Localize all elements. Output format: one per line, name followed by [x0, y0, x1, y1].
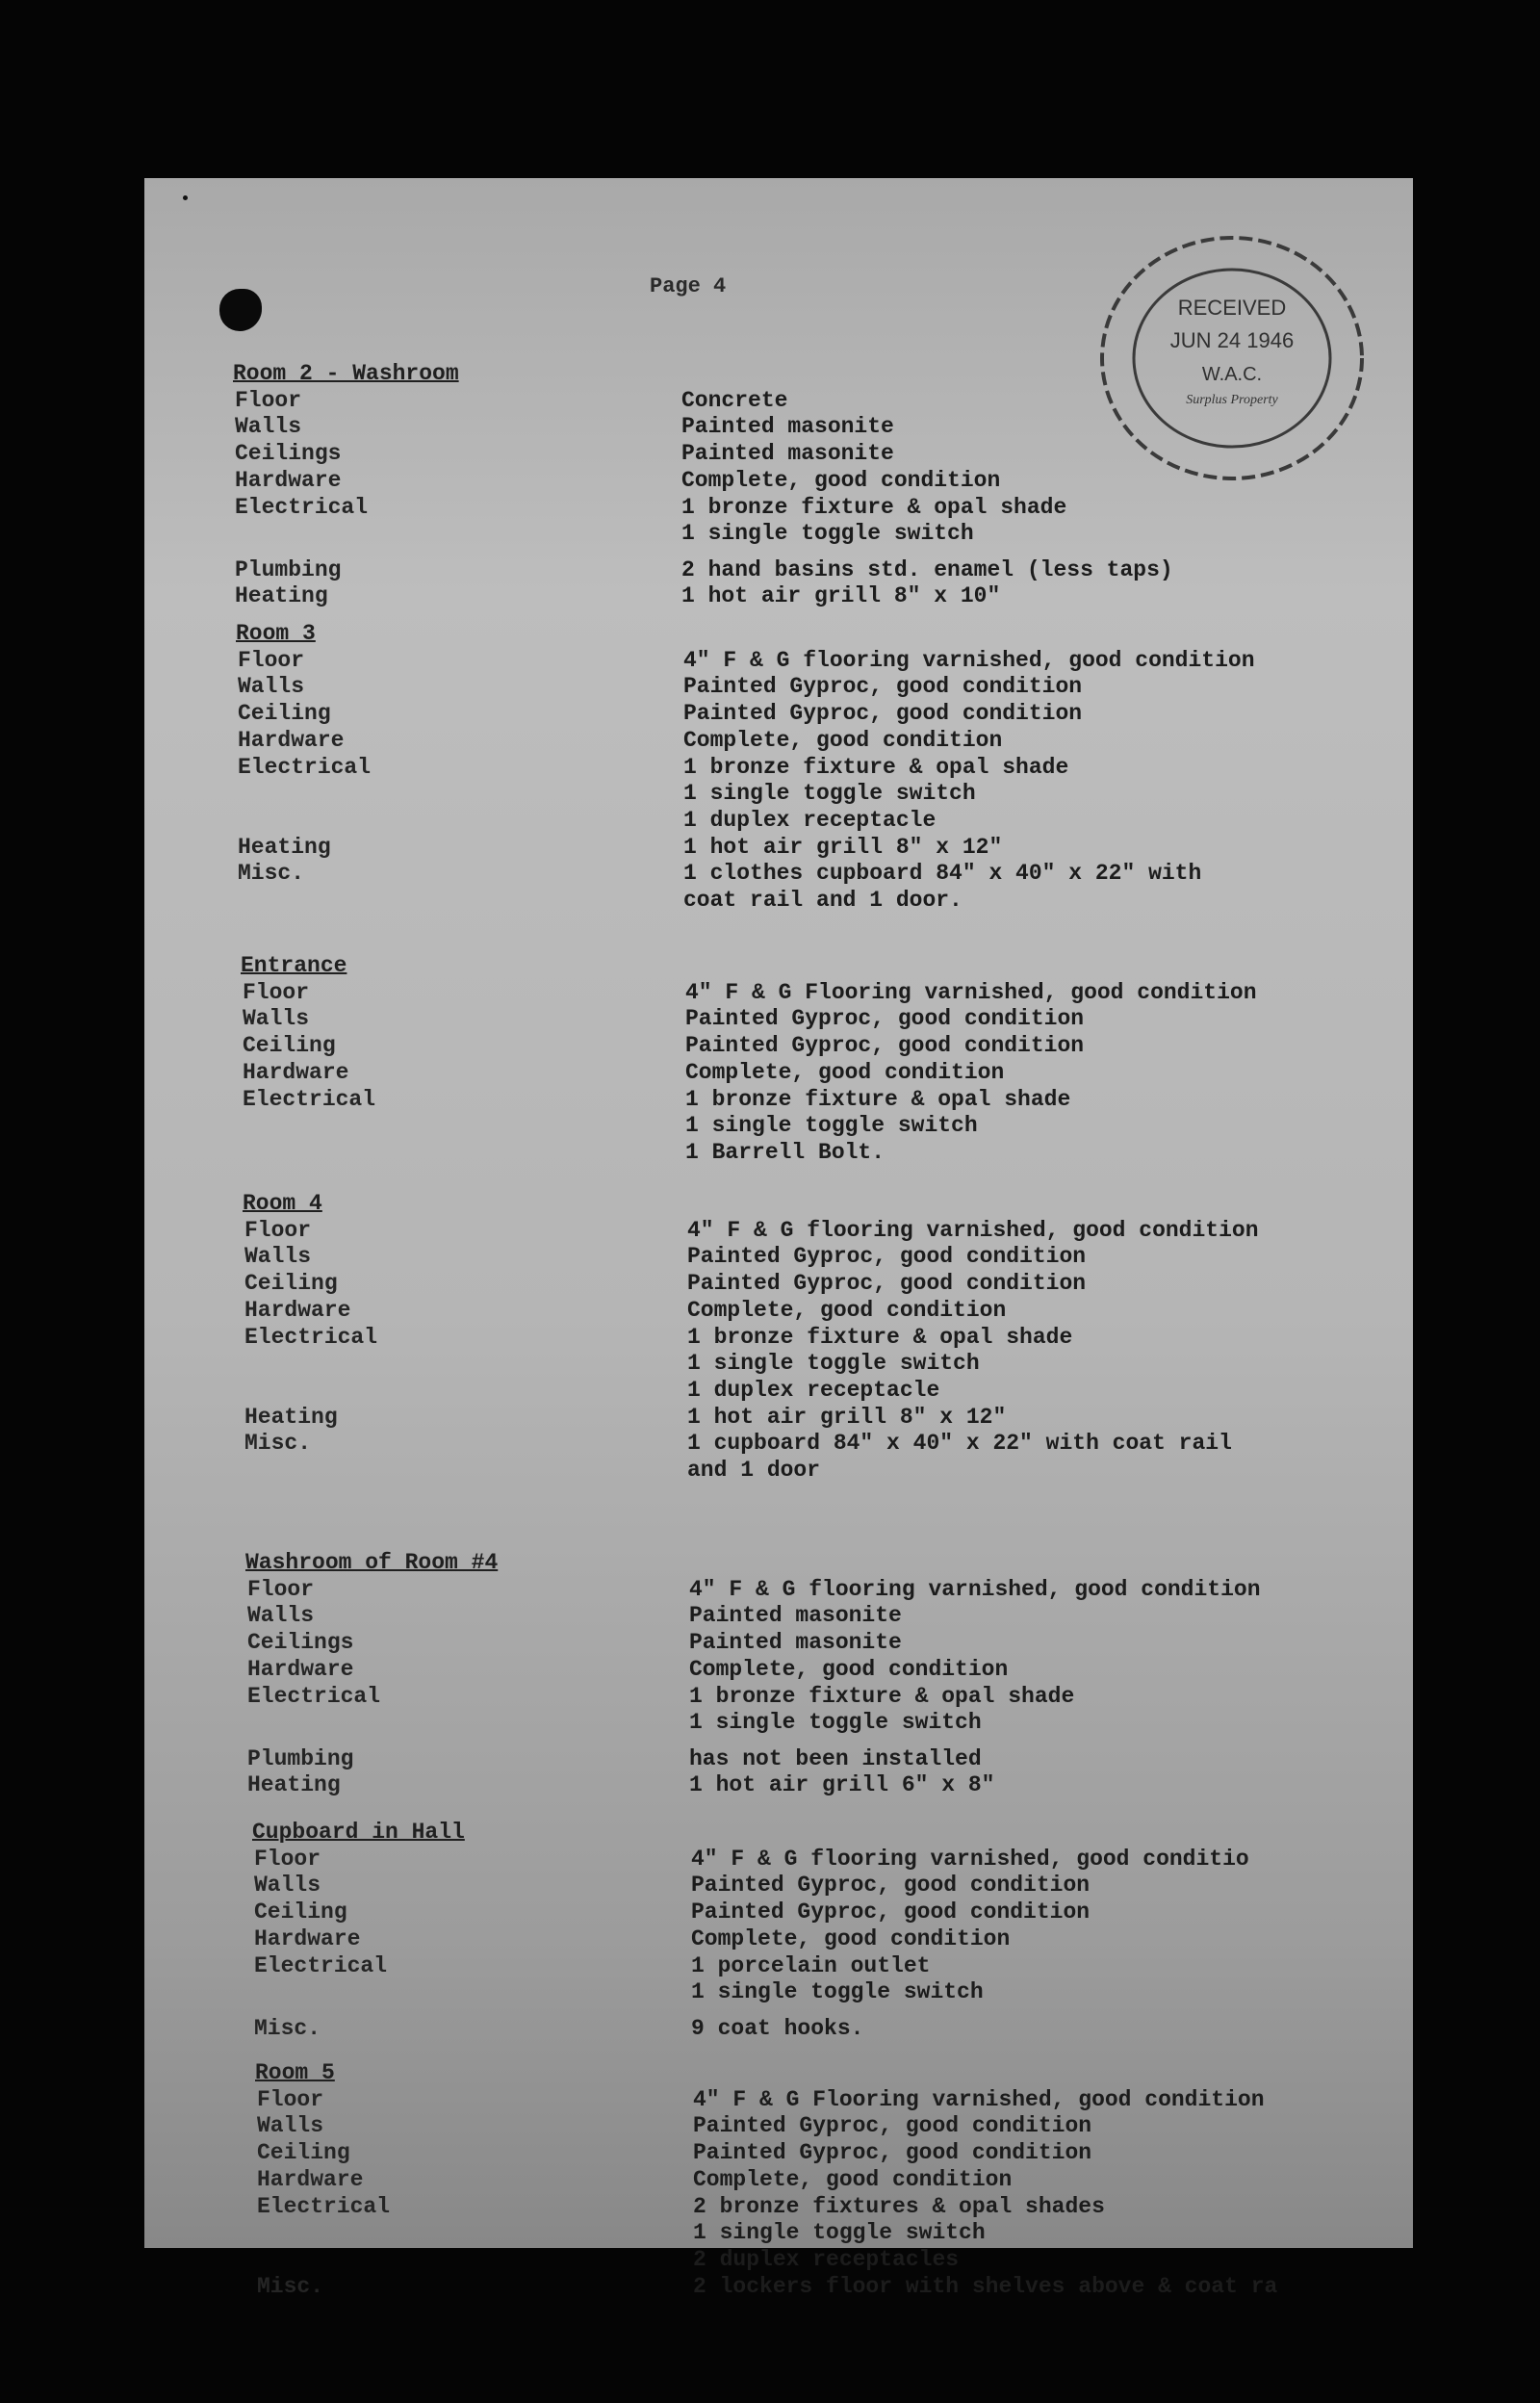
row-value-continued: 1 single toggle switch — [685, 1113, 978, 1139]
inventory-row — [144, 2193, 1413, 2272]
row-value: Painted Gyproc, good condition — [683, 674, 1083, 700]
row-label: Plumbing — [247, 1745, 354, 1771]
inventory-row — [144, 980, 1413, 1007]
row-label: Floor — [254, 1846, 321, 1872]
inventory-row — [144, 1630, 1413, 1657]
row-value: 9 coat hooks. — [691, 2015, 864, 2041]
row-value-continued: 1 single toggle switch — [689, 1710, 982, 1736]
inventory-row — [144, 1847, 1413, 1873]
row-value: 1 bronze fixture & opal shade — [681, 494, 1067, 520]
row-label: Floor — [257, 2086, 324, 2112]
row-value: 1 bronze fixture & opal shade — [683, 754, 1069, 780]
row-value: Painted Gyproc, good condition — [687, 1271, 1087, 1297]
inventory-row — [144, 1899, 1413, 1926]
inventory-row — [144, 754, 1413, 833]
section-heading: Room 5 — [255, 2060, 335, 2085]
inventory-row — [144, 2087, 1413, 2114]
row-label: Floor — [244, 1217, 312, 1243]
inventory-row — [144, 728, 1413, 755]
row-label: Walls — [254, 1873, 321, 1899]
inventory-row — [144, 674, 1413, 701]
row-value-continued: 1 single toggle switch — [687, 1351, 980, 1377]
row-value: 1 porcelain outlet — [691, 1952, 931, 1978]
row-label: Ceiling — [244, 1271, 338, 1297]
document-page — [144, 178, 1413, 2299]
row-label: Walls — [247, 1603, 315, 1629]
inventory-row — [144, 1006, 1413, 1033]
row-value: Painted masonite — [681, 441, 894, 467]
inventory-row — [144, 1033, 1413, 1060]
row-value: Painted Gyproc, good condition — [693, 2140, 1092, 2166]
row-label: Electrical — [254, 1952, 388, 1978]
row-label: Heating — [235, 583, 328, 609]
row-label: Hardware — [243, 1059, 349, 1085]
row-label: Walls — [244, 1244, 312, 1270]
row-label: Electrical — [247, 1683, 381, 1709]
inventory-row — [144, 557, 1413, 584]
inventory-row — [144, 1746, 1413, 1773]
row-value: Complete, good condition — [681, 467, 1001, 493]
row-value: Painted masonite — [681, 414, 894, 440]
row-label: Electrical — [243, 1086, 376, 1112]
inventory-row — [144, 1577, 1413, 1604]
inventory-row — [144, 1271, 1413, 1298]
row-value-continued: 1 duplex receptacle — [683, 807, 937, 833]
row-label: Misc. — [257, 2273, 324, 2299]
stamp-line3: W.A.C. — [1201, 364, 1263, 385]
row-value: Complete, good condition — [689, 1656, 1009, 1682]
row-value: Complete, good condition — [691, 1925, 1011, 1951]
row-value: 2 hand basins std. enamel (less taps) — [681, 556, 1173, 582]
inventory-row — [144, 583, 1413, 610]
row-value: Complete, good condition — [693, 2166, 1013, 2192]
stamp-line1: RECEIVED — [1177, 296, 1287, 320]
row-label: Ceiling — [254, 1899, 347, 1925]
row-value: Painted masonite — [689, 1603, 902, 1629]
row-label: Misc. — [244, 1431, 312, 1457]
inventory-row — [144, 701, 1413, 728]
row-value: 4" F & G Flooring varnished, good condition — [685, 979, 1257, 1005]
row-label: Floor — [238, 647, 305, 673]
inventory-row — [144, 1324, 1413, 1403]
row-label: Walls — [235, 414, 302, 440]
row-value: Painted Gyproc, good condition — [685, 1006, 1085, 1032]
row-label: Ceiling — [257, 2140, 350, 2166]
inventory-row — [144, 1218, 1413, 1245]
inventory-row — [144, 648, 1413, 675]
inventory-row — [144, 388, 1413, 415]
inventory-row — [144, 441, 1413, 468]
row-value: 1 clothes cupboard 84" x 40" x 22" with — [683, 861, 1202, 887]
inventory-row — [144, 1603, 1413, 1630]
row-label: Hardware — [238, 727, 345, 753]
inventory-row — [144, 2016, 1413, 2043]
row-value: Painted Gyproc, good condition — [687, 1244, 1087, 1270]
row-label: Electrical — [235, 494, 369, 520]
inventory-row — [144, 494, 1413, 547]
inventory-row — [144, 1952, 1413, 2005]
row-label: Heating — [247, 1772, 341, 1798]
inventory-row — [144, 1060, 1413, 1087]
row-label: Ceilings — [247, 1630, 354, 1656]
inventory-row — [144, 1431, 1413, 1483]
stamp-line2: JUN 24 1946 — [1169, 328, 1295, 352]
inventory-row — [144, 1657, 1413, 1684]
ink-blot — [219, 289, 262, 331]
row-label: Electrical — [238, 754, 372, 780]
inventory-row — [144, 1926, 1413, 1953]
row-label: Misc. — [238, 861, 305, 887]
row-value: 4" F & G flooring varnished, good condition — [689, 1576, 1261, 1602]
section-heading: Room 4 — [243, 1191, 322, 1216]
row-value: 4" F & G flooring varnished, good condition — [687, 1217, 1259, 1243]
inventory-row — [144, 1683, 1413, 1736]
inventory-row — [144, 1298, 1413, 1325]
inventory-row — [144, 2113, 1413, 2140]
row-value: 1 hot air grill 8" x 12" — [687, 1404, 1007, 1430]
row-value-continued: 1 single toggle switch — [691, 1979, 984, 2005]
inventory-row — [144, 2274, 1413, 2301]
row-label: Walls — [243, 1006, 310, 1032]
row-label: Ceiling — [238, 701, 331, 727]
inventory-row — [144, 1405, 1413, 1432]
row-value: Complete, good condition — [685, 1059, 1005, 1085]
row-value: Complete, good condition — [683, 727, 1003, 753]
row-label: Floor — [243, 979, 310, 1005]
row-value-continued: 1 Barrell Bolt. — [685, 1139, 886, 1165]
page-number: Page 4 — [650, 274, 727, 298]
row-label: Hardware — [244, 1297, 351, 1323]
row-label: Heating — [244, 1404, 338, 1430]
row-value: 1 hot air grill 8" x 12" — [683, 834, 1003, 860]
row-label: Electrical — [244, 1324, 378, 1350]
row-label: Electrical — [257, 2193, 391, 2219]
inventory-row — [144, 1873, 1413, 1899]
row-label: Walls — [238, 674, 305, 700]
row-value-continued: 1 single toggle switch — [683, 781, 976, 807]
row-value: Complete, good condition — [687, 1297, 1007, 1323]
row-label: Floor — [235, 387, 302, 413]
inventory-row — [144, 861, 1413, 913]
row-value-continued: and 1 door — [687, 1457, 821, 1483]
inventory-row — [144, 2167, 1413, 2194]
row-label: Misc. — [254, 2015, 321, 2041]
inventory-row — [144, 1244, 1413, 1271]
row-value-continued: 2 duplex receptacles — [693, 2246, 960, 2272]
row-value: 4" F & G flooring varnished, good conditio — [691, 1846, 1249, 1872]
stamp-line4: Surplus Property — [1186, 393, 1278, 407]
inventory-row — [144, 835, 1413, 862]
row-label: Hardware — [254, 1925, 361, 1951]
row-value: 2 lockers floor with shelves above & coat ra — [693, 2273, 1278, 2299]
row-label: Hardware — [235, 467, 342, 493]
row-value-continued: 1 single toggle switch — [681, 521, 974, 547]
section-heading: Washroom of Room #4 — [245, 1550, 499, 1575]
inventory-row — [144, 1086, 1413, 1165]
section-heading: Entrance — [241, 953, 347, 978]
section-heading: Cupboard in Hall — [252, 1820, 465, 1845]
row-label: Ceilings — [235, 441, 342, 467]
row-value: 1 bronze fixture & opal shade — [685, 1086, 1071, 1112]
row-value: Concrete — [681, 387, 788, 413]
row-value: 4" F & G flooring varnished, good condition — [683, 647, 1255, 673]
row-value: Painted masonite — [689, 1630, 902, 1656]
row-label: Plumbing — [235, 556, 342, 582]
section-heading: Room 2 - Washroom — [233, 361, 459, 386]
row-value: 1 cupboard 84" x 40" x 22" with coat rail — [687, 1431, 1232, 1457]
row-value: Painted Gyproc, good condition — [691, 1873, 1091, 1899]
row-value: Painted Gyproc, good condition — [693, 2113, 1092, 2139]
row-label: Hardware — [247, 1656, 354, 1682]
ink-speck — [183, 195, 188, 200]
row-label: Floor — [247, 1576, 315, 1602]
row-label: Hardware — [257, 2166, 364, 2192]
row-value: 1 bronze fixture & opal shade — [687, 1324, 1073, 1350]
row-value-continued: coat rail and 1 door. — [683, 887, 962, 913]
row-value: has not been installed — [689, 1745, 982, 1771]
row-value: 4" F & G Flooring varnished, good condition — [693, 2086, 1265, 2112]
inventory-row — [144, 2140, 1413, 2167]
row-value: Painted Gyproc, good condition — [685, 1033, 1085, 1059]
inventory-row — [144, 1772, 1413, 1799]
row-value: 2 bronze fixtures & opal shades — [693, 2193, 1105, 2219]
row-value: Painted Gyproc, good condition — [691, 1899, 1091, 1925]
row-label: Walls — [257, 2113, 324, 2139]
section-heading: Room 3 — [236, 621, 316, 646]
row-value-continued: 1 duplex receptacle — [687, 1377, 940, 1403]
row-value-continued: 1 single toggle switch — [693, 2220, 986, 2246]
row-value: 1 hot air grill 8" x 10" — [681, 583, 1001, 609]
inventory-row — [144, 414, 1413, 441]
row-value: Painted Gyproc, good condition — [683, 701, 1083, 727]
row-label: Heating — [238, 834, 331, 860]
row-label: Ceiling — [243, 1033, 336, 1059]
row-value: 1 hot air grill 6" x 8" — [689, 1772, 995, 1798]
row-value: 1 bronze fixture & opal shade — [689, 1683, 1075, 1709]
inventory-row — [144, 468, 1413, 495]
